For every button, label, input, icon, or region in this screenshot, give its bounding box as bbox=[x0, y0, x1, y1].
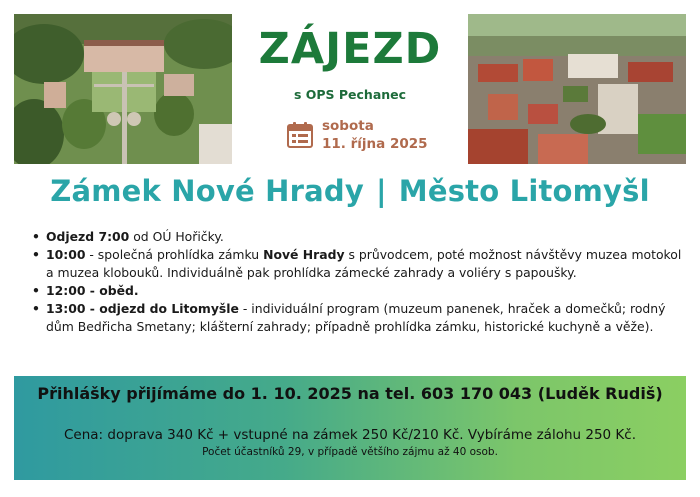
capacity-info: Počet účastníků 29, v případě většího zájmu až 40 osob. bbox=[202, 446, 498, 458]
info-banner bbox=[14, 376, 686, 480]
program-item bbox=[30, 246, 690, 282]
castle-photo bbox=[14, 14, 232, 164]
date-block bbox=[286, 117, 428, 153]
organizer-label: s OPS Pechanec bbox=[293, 87, 407, 102]
program-list bbox=[30, 228, 690, 336]
program-item-highlight: Nové Hrady bbox=[263, 247, 345, 262]
program-item-text: - společná prohlídka zámku bbox=[85, 247, 264, 262]
calendar-icon bbox=[286, 121, 314, 149]
program-item-text: - individuální program (muzeum panenek, hraček a domečků; rodný dům Bedřicha Smetany; klášterní zahrady; případně prohlídka zámku, historické kuchyně a věže). bbox=[46, 301, 666, 334]
signup-info: Přihlášky přijímáme do 1. 10. 2025 na tel. 603 170 043 (Luděk Rudiš) bbox=[37, 384, 663, 403]
program-item-time: 13:00 - odjezd do Litomyšle bbox=[46, 301, 239, 316]
program-item-text: od OÚ Hořičky. bbox=[129, 229, 224, 244]
program-item bbox=[30, 282, 690, 300]
program-item-time: Odjezd 7:00 bbox=[46, 229, 130, 244]
price-info: Cena: doprava 340 Kč + vstupné na zámek 250 Kč/210 Kč. Vybíráme zálohu 250 Kč. bbox=[64, 427, 636, 443]
date-full: 11. října 2025 bbox=[322, 136, 428, 152]
program-item-time: 12:00 - oběd. bbox=[46, 283, 139, 298]
date-day: sobota bbox=[322, 118, 374, 134]
main-heading bbox=[0, 174, 700, 208]
town-photo bbox=[468, 14, 686, 164]
program-item-text: s průvodcem, poté možnost návštěvy muzea motokol a muzea klobouků. Individuálně pak prohlídka zámecké zahrady a voliéry s papoušky. bbox=[46, 247, 682, 280]
heading-separator: | bbox=[375, 174, 387, 208]
program-item-time: 10:00 bbox=[46, 247, 86, 262]
program-item bbox=[30, 300, 690, 336]
program-item bbox=[30, 228, 690, 246]
heading-place-1: Zámek Nové Hrady bbox=[50, 174, 364, 208]
page-title: ZÁJEZD bbox=[258, 24, 442, 74]
heading-place-2: Město Litomyšl bbox=[398, 174, 650, 208]
